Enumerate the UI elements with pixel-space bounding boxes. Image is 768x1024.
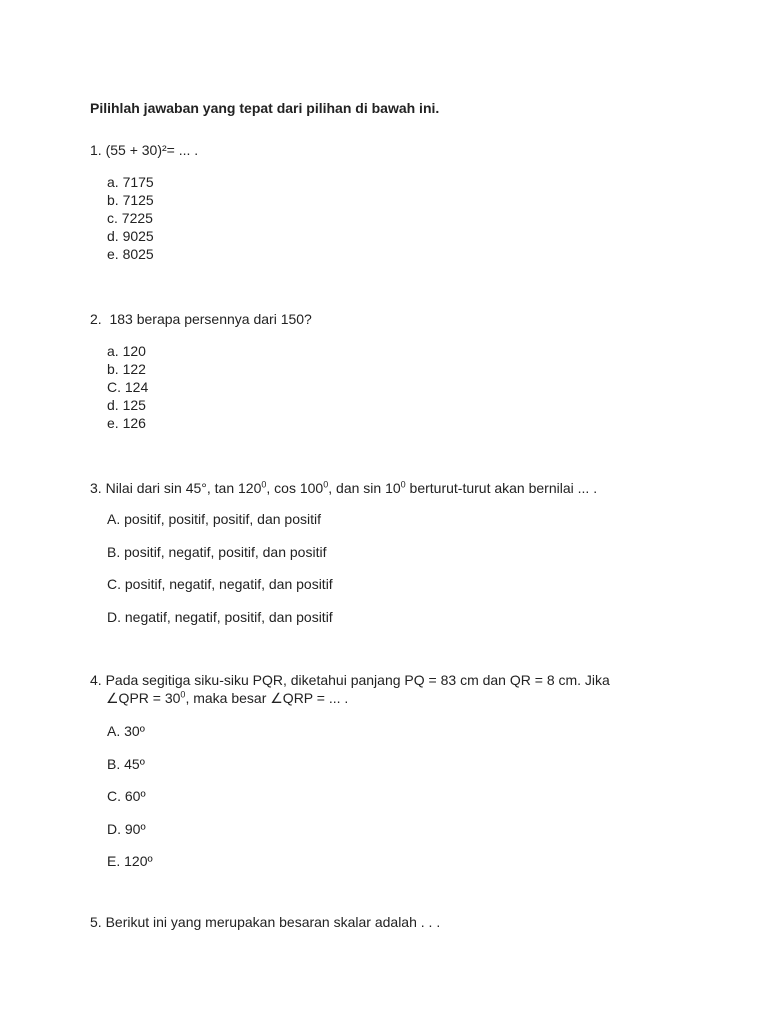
option-item: d. 125 — [107, 397, 146, 413]
question-number: 1. — [90, 142, 102, 158]
question-text — [90, 310, 312, 328]
question-number: 4. — [90, 672, 102, 688]
text-part: , maka besar ∠QRP = ... . — [185, 690, 349, 706]
option-item: b. 122 — [107, 361, 146, 377]
option-item: C. 124 — [107, 379, 149, 395]
question-body: (55 + 30)²= ... . — [105, 142, 199, 158]
question-number: 3. — [90, 480, 102, 496]
question-text — [90, 479, 597, 497]
question-body: Berikut ini yang merupakan besaran skalar adalah . . . — [105, 914, 441, 930]
option-item: A. 30º — [107, 723, 145, 739]
option-item: d. 9025 — [107, 228, 154, 244]
question-body: Pada segitiga siku-siku PQR, diketahui panjang PQ = 83 cm dan QR = 8 cm. Jika — [105, 672, 610, 688]
question-5 — [90, 913, 440, 931]
question-text-line-2 — [90, 689, 610, 707]
option-item: D. negatif, negatif, positif, dan positif — [107, 608, 333, 625]
superscript: 0 — [261, 479, 267, 490]
text-part: berturut-turut akan bernilai ... . — [405, 480, 598, 496]
text-part: Nilai dari sin 45°, tan 120 — [105, 480, 262, 496]
question-number: 2. — [90, 311, 102, 327]
option-item: D. 90º — [107, 820, 146, 837]
option-list — [107, 342, 148, 432]
option-item: B. 45º — [107, 755, 145, 772]
question-text — [90, 913, 440, 931]
option-list — [107, 510, 333, 640]
superscript: 0 — [400, 479, 406, 490]
text-part: ∠QPR = 30 — [106, 690, 181, 706]
option-item: E. 120º — [107, 853, 153, 869]
superscript: 0 — [323, 479, 329, 490]
question-text — [90, 671, 610, 689]
option-item: a. 7175 — [107, 174, 154, 190]
text-part: , cos 100 — [266, 480, 324, 496]
option-item: C. positif, negatif, negatif, dan positif — [107, 576, 333, 592]
question-2 — [90, 310, 312, 431]
option-item: A. positif, positif, positif, dan positif — [107, 511, 321, 527]
option-item: e. 126 — [107, 415, 146, 431]
question-number: 5. — [90, 914, 102, 930]
option-list — [107, 722, 153, 885]
superscript: 0 — [180, 689, 186, 700]
question-text — [90, 141, 198, 159]
option-item: a. 120 — [107, 343, 146, 359]
question-body — [106, 480, 598, 496]
question-body: 183 berapa persennya dari 150? — [105, 311, 312, 327]
question-3 — [90, 479, 598, 625]
option-item: b. 7125 — [107, 192, 154, 208]
question-1 — [90, 141, 199, 262]
option-list — [107, 173, 154, 263]
text-part: , dan sin 10 — [328, 480, 401, 496]
option-item: B. positif, negatif, positif, dan positif — [107, 543, 327, 560]
option-item: c. 7225 — [107, 210, 153, 226]
option-item: C. 60º — [107, 788, 146, 804]
question-4 — [90, 671, 610, 869]
option-item: e. 8025 — [107, 246, 154, 262]
instruction-heading: Pilihlah jawaban yang tepat dari pilihan di bawah ini. — [90, 100, 440, 116]
